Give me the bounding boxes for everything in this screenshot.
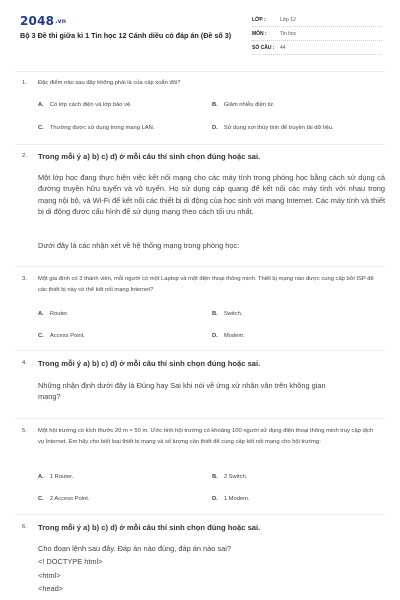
question-number: 1.	[22, 80, 27, 86]
question-instruction: Trong mỗi ý a) b) c) d) ở mỗi câu thí sinh chọn đúng hoặc sai.	[38, 359, 261, 368]
option-b[interactable]	[212, 474, 247, 480]
option-text: Switch.	[223, 311, 243, 317]
option-letter: C.	[38, 496, 44, 502]
exam-meta	[252, 13, 382, 55]
option-a[interactable]	[38, 311, 69, 317]
option-letter: A.	[38, 474, 44, 480]
document-title: Bộ 3 Đề thi giữa kì 1 Tin học 12 Cánh diều có đáp án (Đề số 3)	[20, 31, 232, 40]
meta-row-lop	[252, 13, 382, 27]
option-d[interactable]	[212, 333, 245, 339]
divider	[15, 514, 385, 515]
option-text: Có lớp cách điện và lớp bảo vệ.	[49, 102, 132, 108]
meta-row-mon	[252, 27, 382, 41]
option-text: 1 Modem.	[223, 496, 250, 502]
divider	[15, 71, 385, 72]
meta-value: Lớp 12	[280, 16, 296, 23]
option-d[interactable]	[212, 496, 250, 502]
option-text: 2 Access Point.	[49, 496, 90, 502]
code-line: <html>	[38, 571, 61, 580]
option-text: 1 Router.	[49, 474, 74, 480]
option-letter: A.	[38, 102, 44, 108]
option-text: Giảm nhiễu điện từ.	[223, 102, 275, 108]
option-letter: D.	[212, 125, 218, 131]
option-c[interactable]	[38, 333, 85, 339]
question-paragraph: Một lớp học đang thực hiện việc kết nối mạng cho các máy tính trong phòng học bằng cách sử dụng cả đường truyền hữu tuyến và vô tuyến. Họ sử dụng cáp quang để kết nối các máy tính với nhau trong mạng nội bộ, và Wi-Fi để kết nối các thiết bị di động của học sinh với mạng Internet. Các máy tính và thiết bị di động được cấu hình để sử dụng mạng theo cách tối ưu nhất.	[38, 173, 385, 217]
option-c[interactable]	[38, 496, 89, 502]
meta-row-socau	[252, 41, 382, 55]
question-number: 6.	[22, 524, 27, 530]
option-letter: C.	[38, 125, 44, 131]
option-letter: D.	[212, 333, 218, 339]
question-lead-in: Dưới đây là các nhận xét về hệ thống mạng trong phòng học:	[38, 241, 240, 250]
option-text: Access Point.	[49, 333, 85, 339]
question-instruction: Trong mỗi ý a) b) c) d) ở mỗi câu thí sinh chọn đúng hoặc sai.	[38, 152, 261, 161]
option-letter: B.	[212, 311, 218, 317]
question-number: 2.	[22, 153, 27, 159]
logo-suffix: .vn	[55, 18, 67, 25]
divider	[15, 418, 385, 419]
option-text: 2 Switch.	[223, 474, 248, 480]
meta-label: LỚP :	[252, 16, 266, 23]
meta-label: SỐ CÂU :	[252, 44, 275, 51]
code-line: <head>	[38, 584, 64, 593]
question-paragraph: Những nhận định dưới đây là Đúng hay Sai khi nói về ứng xử nhân văn trên không gian mạng?	[38, 381, 326, 402]
option-text: Modem.	[223, 333, 245, 339]
question-text: Đặc điểm nào sau đây không phải là của cáp xoắn đôi?	[38, 80, 181, 86]
divider	[15, 266, 385, 267]
option-c[interactable]	[38, 125, 154, 131]
question-number: 5.	[22, 428, 27, 434]
option-letter: D.	[212, 496, 218, 502]
option-a[interactable]	[38, 102, 132, 108]
option-a[interactable]	[38, 474, 73, 480]
option-letter: B.	[212, 102, 218, 108]
meta-value: Tin học	[280, 30, 297, 37]
site-logo[interactable]	[20, 14, 66, 28]
option-text: Router.	[49, 311, 69, 317]
question-number: 4.	[22, 360, 27, 366]
divider	[15, 350, 385, 351]
logo-text: 2048	[20, 14, 55, 28]
meta-label: MÔN :	[252, 30, 267, 37]
question-instruction: Trong mỗi ý a) b) c) d) ở mỗi câu thí sinh chọn đúng hoặc sai.	[38, 523, 261, 532]
option-letter: A.	[38, 311, 44, 317]
meta-value: 44	[280, 44, 286, 51]
option-b[interactable]	[212, 311, 243, 317]
header	[0, 0, 400, 64]
code-line: <! DOCTYPE html>	[38, 557, 103, 566]
option-b[interactable]	[212, 102, 275, 108]
question-number: 3.	[22, 276, 27, 282]
option-d[interactable]	[212, 125, 334, 131]
option-letter: B.	[212, 474, 218, 480]
option-text: Sử dụng sợi thủy tinh để truyền tải dữ liệu.	[223, 125, 334, 131]
question-text: Một hội trường có kích thước 20 m × 50 m. Ước tính hội trường có khoảng 100 người sử dụng điện thoại thông minh truy cập dịch vụ Internet. Em hãy cho biết loại thiết bị mạng và số lượng cần thiết để cung cấp kết nối mạng cho hội trường:	[38, 428, 374, 445]
question-text: Một gia đình có 3 thành viên, mỗi người có một Laptop và một điện thoại thông minh. Thiết bị mạng nào được cung cấp bởi ISP để các thiết bị này có thể kết nối mạng Internet?	[38, 276, 374, 293]
question-lead-in: Cho đoạn lệnh sau đây. Đáp án nào đúng, đáp án nào sai?	[38, 544, 231, 553]
divider	[15, 144, 385, 145]
option-letter: C.	[38, 333, 44, 339]
option-text: Thường được sử dụng trong mạng LAN.	[49, 125, 155, 131]
